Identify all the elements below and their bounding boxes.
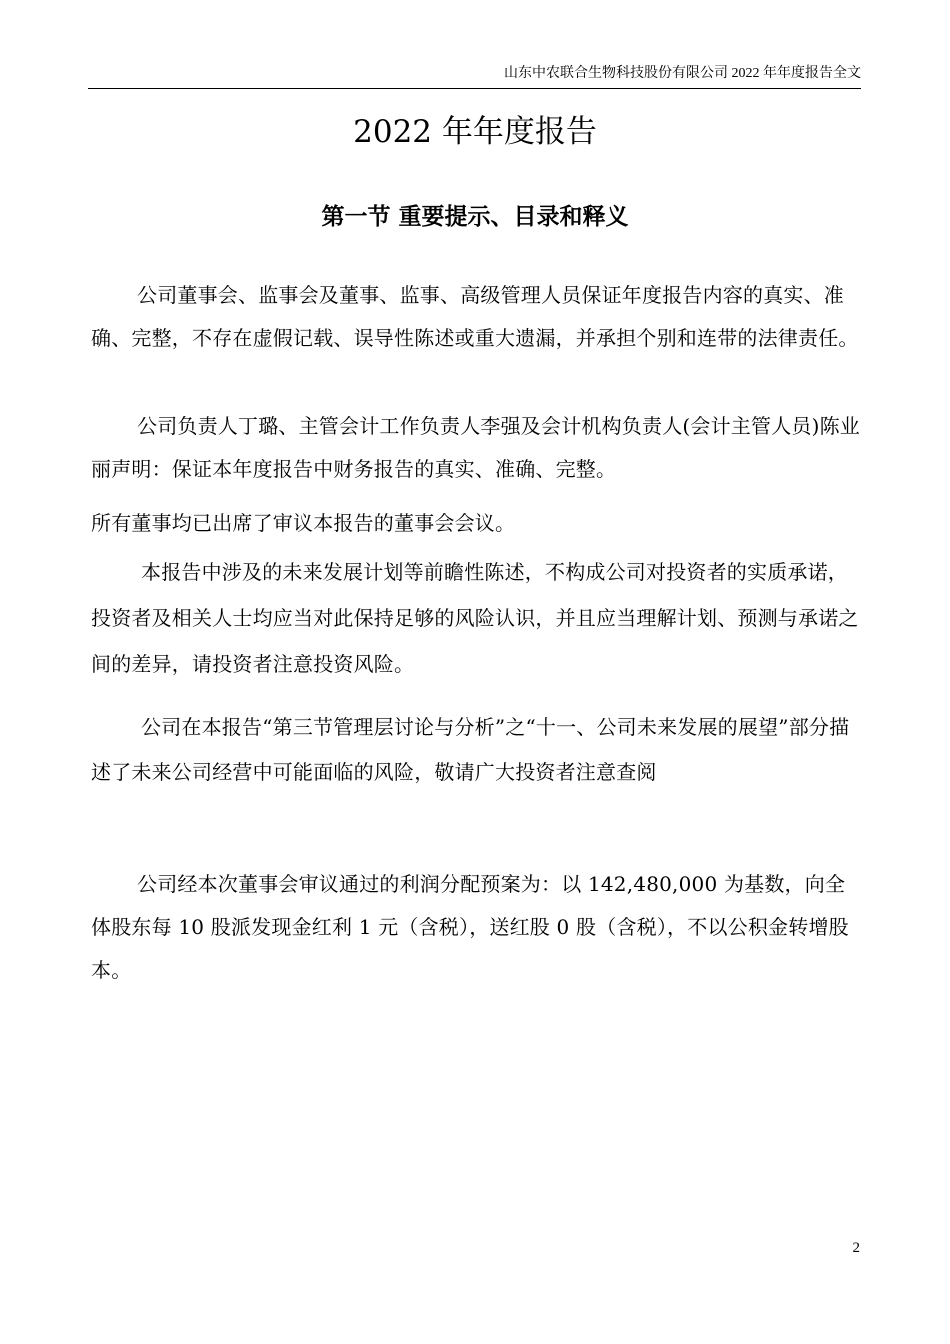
section-heading: 第一节 重要提示、目录和释义 (321, 203, 629, 230)
paragraph-profit-distribution: 公司经本次董事会审议通过的利润分配预案为：以 142,480,000 为基数，向全体股东每 10 股派发现金红利 1 元（含税），送红股 0 股（含税），不以公积金转增股本。 (91, 872, 849, 982)
paragraph-board-attendance: 所有董事均已出席了审议本报告的董事会会议。 (91, 511, 516, 535)
document-title: 2022 年年度报告 (353, 114, 597, 150)
page-number: 2 (852, 1240, 860, 1256)
running-header: 山东中农联合生物科技股份有限公司 2022 年年度报告全文 (88, 60, 861, 89)
paragraph-responsibility-statement: 公司董事会、监事会及董事、监事、高级管理人员保证年度报告内容的真实、准确、完整，不存在虚假记载、误导性陈述或重大遗漏，并承担个别和连带的法律责任。 (91, 283, 859, 350)
paragraph-risk-reference: 公司在本报告“第三节管理层讨论与分析”之“十一、公司未来发展的展望”部分描述了未来公司经营中可能面临的风险，敬请广大投资者注意查阅 (91, 715, 850, 784)
paragraph-forward-looking-disclaimer: 本报告中涉及的未来发展计划等前瞻性陈述，不构成公司对投资者的实质承诺，投资者及相关人士均应当对此保持足够的风险认识，并且应当理解计划、预测与承诺之间的差异，请投资者注意投资风险。 (91, 560, 859, 676)
paragraph-officer-declaration: 公司负责人丁璐、主管会计工作负责人李强及会计机构负责人(会计主管人员)陈业丽声明：保证本年度报告中财务报告的真实、准确、完整。 (91, 414, 861, 481)
